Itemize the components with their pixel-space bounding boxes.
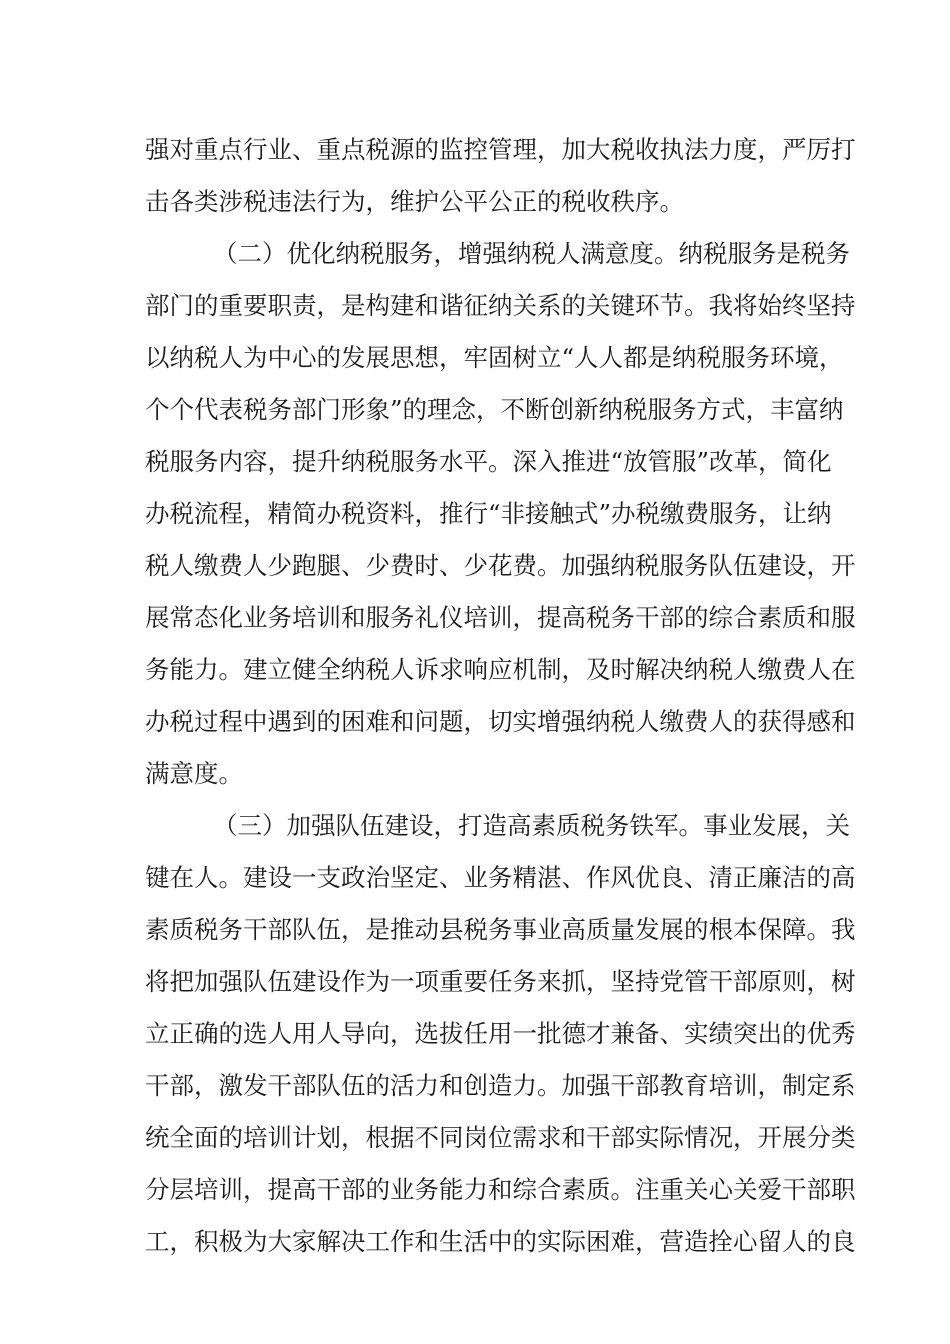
text-line: 税人缴费人少跑腿、少费时、少花费。加强纳税服务队伍建设，开 [145,551,856,580]
text-line: 统全面的培训计划，根据不同岗位需求和干部实际情况，开展分类 [145,1123,856,1152]
text-line: 立正确的选人用人导向，选拔任用一批德才兼备、实绩突出的优秀 [145,1019,856,1048]
text-line: 展常态化业务培训和服务礼仪培训，提高税务干部的综合素质和服 [145,603,856,632]
paragraph-heading-3: （三）加强队伍建设，打造高素质税务铁军。事业发展，关 [213,811,850,840]
paragraph-heading-2: （二）优化纳税服务，增强纳税人满意度。纳税服务是税务 [213,239,850,268]
text-line: 务能力。建立健全纳税人诉求响应机制，及时解决纳税人缴费人在 [145,655,856,684]
text-line: 击各类涉税违法行为，维护公平公正的税收秩序。 [145,187,684,216]
text-line: 办税流程，精简办税资料，推行“非接触式”办税缴费服务，让纳 [145,499,832,528]
text-line: 办税过程中遇到的困难和问题，切实增强纳税人缴费人的获得感和 [145,707,856,736]
text-line: 分层培训，提高干部的业务能力和综合素质。注重关心关爱干部职 [145,1175,856,1204]
text-line: 将把加强队伍建设作为一项重要任务来抓，坚持党管干部原则，树 [145,967,856,996]
text-line: 键在人。建设一支政治坚定、业务精湛、作风优良、清正廉洁的高 [145,863,856,892]
text-line: 工，积极为大家解决工作和生活中的实际困难，营造拴心留人的良 [145,1227,856,1256]
text-line: 干部，激发干部队伍的活力和创造力。加强干部教育培训，制定系 [145,1071,856,1100]
text-line: 税服务内容，提升纳税服务水平。深入推进“放管服”改革，简化 [145,447,832,476]
text-line: 强对重点行业、重点税源的监控管理，加大税收执法力度，严厉打 [145,135,856,164]
text-line: 素质税务干部队伍，是推动县税务事业高质量发展的根本保障。我 [145,915,856,944]
text-line: 部门的重要职责，是构建和谐征纳关系的关键环节。我将始终坚持 [145,291,856,320]
text-line: 个个代表税务部门形象”的理念，不断创新纳税服务方式，丰富纳 [145,395,844,424]
text-line: 以纳税人为中心的发展思想，牢固树立“人人都是纳税服务环境， [145,343,844,372]
text-line: 满意度。 [145,759,243,788]
